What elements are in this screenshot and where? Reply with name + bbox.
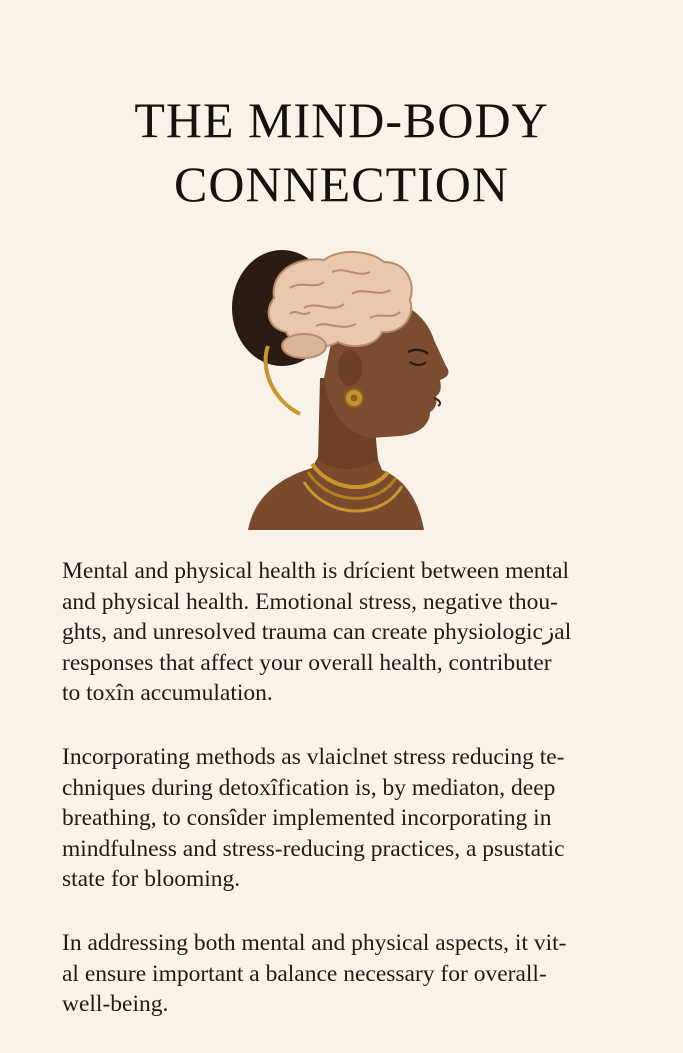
page-title bbox=[0, 88, 683, 216]
paragraph-3 bbox=[62, 928, 632, 1020]
title-line-2: CONNECTION bbox=[174, 156, 509, 212]
paragraph-line: to toxîn accumulation. bbox=[62, 680, 273, 707]
portrait-svg bbox=[220, 228, 470, 530]
paragraph-line: Mental and physical health is drícient between mental bbox=[62, 558, 570, 584]
paragraph-line: and physical health. Emotional stress, negative thou- bbox=[62, 588, 558, 615]
paragraph-line: chniques during detoxîfication is, by mediaton, deep bbox=[62, 774, 556, 801]
paragraph-line: responses that affect your overall health, contributer bbox=[62, 649, 552, 676]
paragraph-line: well-being. bbox=[62, 991, 169, 1018]
paragraph-line: mindfulness and stress-reducing practices, a psustatic bbox=[62, 835, 565, 862]
body-text bbox=[62, 556, 632, 1053]
paragraph-line: In addressing both mental and physical aspects, it vit- bbox=[62, 929, 567, 956]
title-line-1: THE MIND-BODY bbox=[134, 92, 549, 148]
paragraph-line: Incorporating methods as vlaiclnet stress reducing te- bbox=[62, 743, 565, 770]
paragraph-line: state for blooming. bbox=[62, 866, 241, 893]
paragraph-line: al ensure important a balance necessary for overall- bbox=[62, 960, 547, 987]
paragraph-1 bbox=[62, 556, 632, 709]
paragraph-line: ghts, and unresolved trauma can create physiologicزal bbox=[62, 619, 572, 646]
woman-profile-with-brain-illustration bbox=[220, 228, 470, 530]
paragraph-line: breathing, to consîder implemented incorporating in bbox=[62, 805, 552, 832]
paragraph-2 bbox=[62, 742, 632, 895]
